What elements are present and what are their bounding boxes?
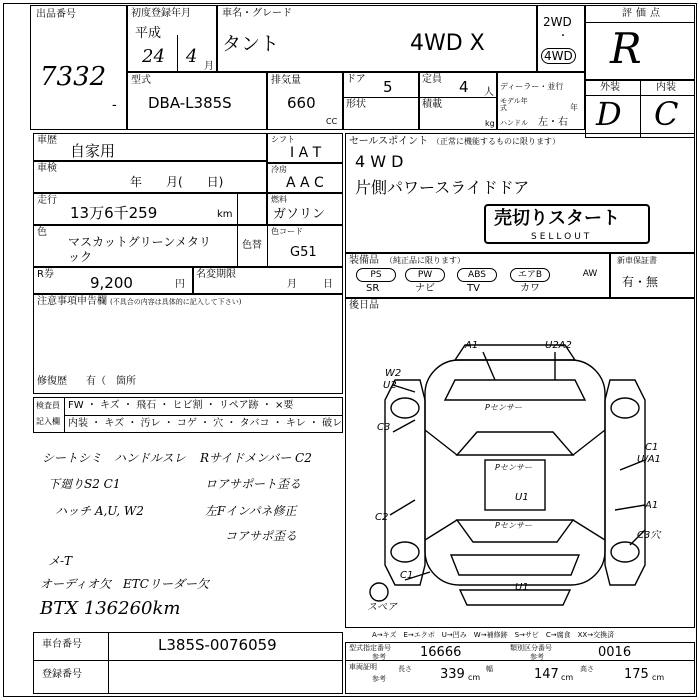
wid-label: 幅 [486,665,493,673]
reg-month: 4 [186,46,198,67]
ac-label: 冷房 [271,165,287,174]
drive-dot: ・ [558,31,568,42]
equipment-label: 装備品 [349,255,379,266]
chassis-label: 車台番号 [42,639,82,650]
color-value-2: ック [68,250,93,264]
model-spec-ref: 参考 [372,653,386,661]
cat-label: 類別区分番号 [510,644,552,652]
handwritten-note: ハッチ A,U, W2 [55,504,144,518]
score-divider [585,22,695,23]
equipment-item: ナビ [415,283,435,294]
hgt-value: 175 [624,667,649,682]
capacity-divider [419,97,497,98]
handwritten-note: Rサイドメンバー C2 [200,451,312,465]
equipment-item: PS [356,268,396,282]
equipment-item: TV [467,283,480,294]
damage-mark: A1 [645,500,659,511]
damage-leader [390,500,415,515]
roof-front [457,432,573,455]
equipment-sub: （純正品に限ります） [385,256,465,265]
car-name: タント [222,33,280,55]
name-expire-day: 日 [323,279,333,290]
history-value: 自家用 [70,142,116,160]
reg-no-label: 登録番号 [42,669,82,680]
len-label: 長さ [398,665,412,673]
dims-ref: 参考 [372,675,386,683]
len-unit: cm [468,673,481,682]
recycle-label: R券 [37,269,54,280]
damage-mark: A1 [465,340,479,351]
drive-4wd-circled: 4WD [541,48,576,64]
shape-label: 形状 [346,99,366,110]
capacity-unit: 人 [484,87,494,98]
sales-point-sub: （正常に機能するものに限ります） [432,137,560,146]
fuel-label: 燃料 [271,195,287,204]
chassis-hline [33,660,343,661]
handwritten-note: 左Fインパネ修正 [205,504,297,518]
handle-value: 左・右 [538,117,568,128]
sales-point-label: セールスポイント [349,136,429,147]
color-code-label: 色コード [271,227,303,236]
stamp-main: 売切りスタート [494,208,620,229]
lot-label: 出品番号 [36,9,76,20]
dealer-label: ディーラー・並行 [500,82,564,91]
damage-mark: C1 [645,442,659,453]
damage-mark: C2 [375,512,389,523]
fuel-value: ガソリン [273,207,326,222]
pillar-line [425,430,457,455]
color-code: G51 [290,245,317,260]
notes-label: 注意事項申告欄 [37,296,107,307]
handwritten-note: オーディオ欠 ETCリーダー欠 [40,577,209,591]
lot-mark: - [112,97,117,113]
stamp-sub: SELLOUT [531,232,593,242]
car-grade: 4WD X [410,31,485,56]
wid-unit: cm [561,673,574,682]
doors-divider [343,97,419,98]
inspection-label: 車検 [37,163,57,174]
displacement-value: 660 [287,94,316,112]
repair-value: 有（ 箇所 [86,376,136,387]
equipment-item: ABS [457,268,497,282]
reg-divider [177,35,178,72]
len-value: 339 [440,667,465,682]
model-year-label: モデル年式 [500,97,528,112]
damage-mark: U2 [383,380,397,391]
damage-mark: Pセンサー [495,521,532,530]
pillar-line [573,430,605,455]
damage-mark: Pセンサー [485,403,522,412]
hgt-label: 高さ [580,665,594,673]
inspector-entry-label: 記入欄 [36,417,60,426]
era: 平成 [135,26,162,41]
capacity-value: 4 [459,78,469,96]
reg-year: 24 [142,46,165,67]
int-value: C [654,95,679,133]
load-unit: kg [485,119,495,128]
sales-point-line1: 4 W D [355,152,404,171]
equipment-item: エアB [510,268,550,282]
pillar-line [573,520,605,540]
color-value-1: マスカットグリーンメタリ [68,235,212,249]
color-label: 色 [37,227,47,238]
chassis-value: L385S-0076059 [158,636,277,654]
mileage-value: 13万6千259 [70,204,158,222]
history-box [33,133,267,161]
hgt-unit: cm [652,673,665,682]
damage-mark: Pセンサー [495,463,532,472]
spare-tire [370,583,388,601]
damage-leader [483,352,495,380]
equipment-item: カワ [520,283,540,294]
name-expire-month: 月 [287,279,297,290]
wid-value: 147 [534,667,559,682]
notes-box [33,294,343,394]
damage-leader [393,420,415,432]
ext-value: D [596,95,622,133]
handwritten-note: 下廻りS2 C1 [48,477,121,491]
inspector-hline [64,415,343,416]
inspector-row-1: FW ・ キズ ・ 飛石 ・ ヒビ割 ・ リペア跡 ・ ×要 [68,400,294,411]
color-divider [237,225,238,267]
model-spec-value: 16666 [420,645,462,660]
handwritten-note: コアサポ歪る [225,529,298,543]
name-expire-label: 名変期限 [196,269,236,280]
damage-leader [615,505,645,510]
displacement-label: 排気量 [271,75,301,86]
handwritten-note: BTX 136260km [40,598,181,619]
equipment-item: PW [405,268,445,282]
damage-mark: スペア [367,602,397,613]
diagram-labels [367,340,662,613]
score-value: R [610,24,642,73]
damage-mark: U1 [515,492,529,503]
sales-point-line2: 片側パワースライドドア [355,178,530,197]
cat-value: 0016 [598,645,632,660]
handwritten-note: シートシミ ハンドルスレ [42,451,186,465]
drive-2wd: 2WD [543,15,572,29]
sellout-stamp [484,204,650,244]
wheel [611,398,639,418]
car-damage-diagram [345,310,695,620]
ext-label: 外装 [600,82,620,93]
inspection-value: 年 月( 日) [130,175,224,189]
mileage-label: 走行 [37,195,57,206]
damage-mark: W2 [385,368,402,379]
cat-ref: 参考 [530,653,544,661]
doors-label: ドア [346,74,366,85]
equipment-item: AW [582,269,598,279]
handwritten-note: ロアサポート歪る [205,477,302,491]
front-windshield [445,380,585,400]
color-swap-label: 色替 [242,240,262,251]
ac-value: A A C [286,175,324,191]
damage-mark: U/A1 [637,454,661,465]
shift-value: I A T [290,145,322,161]
car-name-label: 車名・グレード [222,8,292,19]
model-spec-label: 型式指定番号 [349,644,391,652]
inspector-check-label: 検査員 [36,401,60,410]
recycle-unit: 円 [175,279,185,290]
damage-mark: C1 [400,570,414,581]
wheel [611,542,639,562]
notes-sub: (不具合の内容は具体的に記入して下さい) [110,298,242,306]
load-label: 積載 [422,99,442,110]
ext-int-divider [640,80,641,138]
damage-mark: U1 [515,582,529,593]
inspector-row-2: 内装 ・ キズ ・ 汚レ ・ コゲ ・ 穴 ・ タバコ ・ キレ ・ 破レ [68,418,343,429]
capacity-label: 定員 [422,74,442,85]
new-warranty-value: 有・無 [622,275,659,289]
score-label: 評価点 [622,8,664,19]
doors-value: 5 [383,78,393,96]
pillar-line [425,520,457,540]
model-label: 型式 [131,75,151,86]
model-value: DBA-L385S [148,94,232,112]
wheel [391,398,419,418]
displacement-unit: CC [326,117,338,126]
damage-mark: C3穴 [637,530,661,541]
repair-label: 修復歴 [37,376,67,387]
spec-hline [345,660,695,661]
chassis-vline [108,632,109,694]
new-warranty-label: 新車保証書 [617,256,657,265]
mileage-divider [237,193,238,225]
reg-month-unit: 月 [204,61,214,72]
recycle-value: 9,200 [90,274,133,292]
car-body-outline [425,360,605,585]
color-code-divider [267,225,268,267]
rear-seat-label: 後日品 [349,300,379,311]
lot-number: 7332 [40,62,107,92]
model-year-unit: 年 [570,103,578,112]
damage-legend: A→キズ E→エクボ U→凹み W→補修跡 S→サビ C→腐食 XX→交換済 [372,631,615,639]
int-label: 内装 [656,82,676,93]
rear-window [451,555,579,575]
damage-mark: U2A2 [545,340,572,351]
equipment-item: SR [366,283,380,294]
shift-label: シフト [271,135,295,144]
handwritten-note: メ-T [48,554,73,568]
wheel [391,542,419,562]
handle-label: ハンドル [500,119,528,127]
dims-label: 車両証明 [349,663,377,671]
damage-mark: C3 [377,422,391,433]
first-reg-label: 初度登録年月 [131,8,191,19]
mileage-unit: km [217,209,233,220]
history-label: 車歴 [37,135,57,146]
